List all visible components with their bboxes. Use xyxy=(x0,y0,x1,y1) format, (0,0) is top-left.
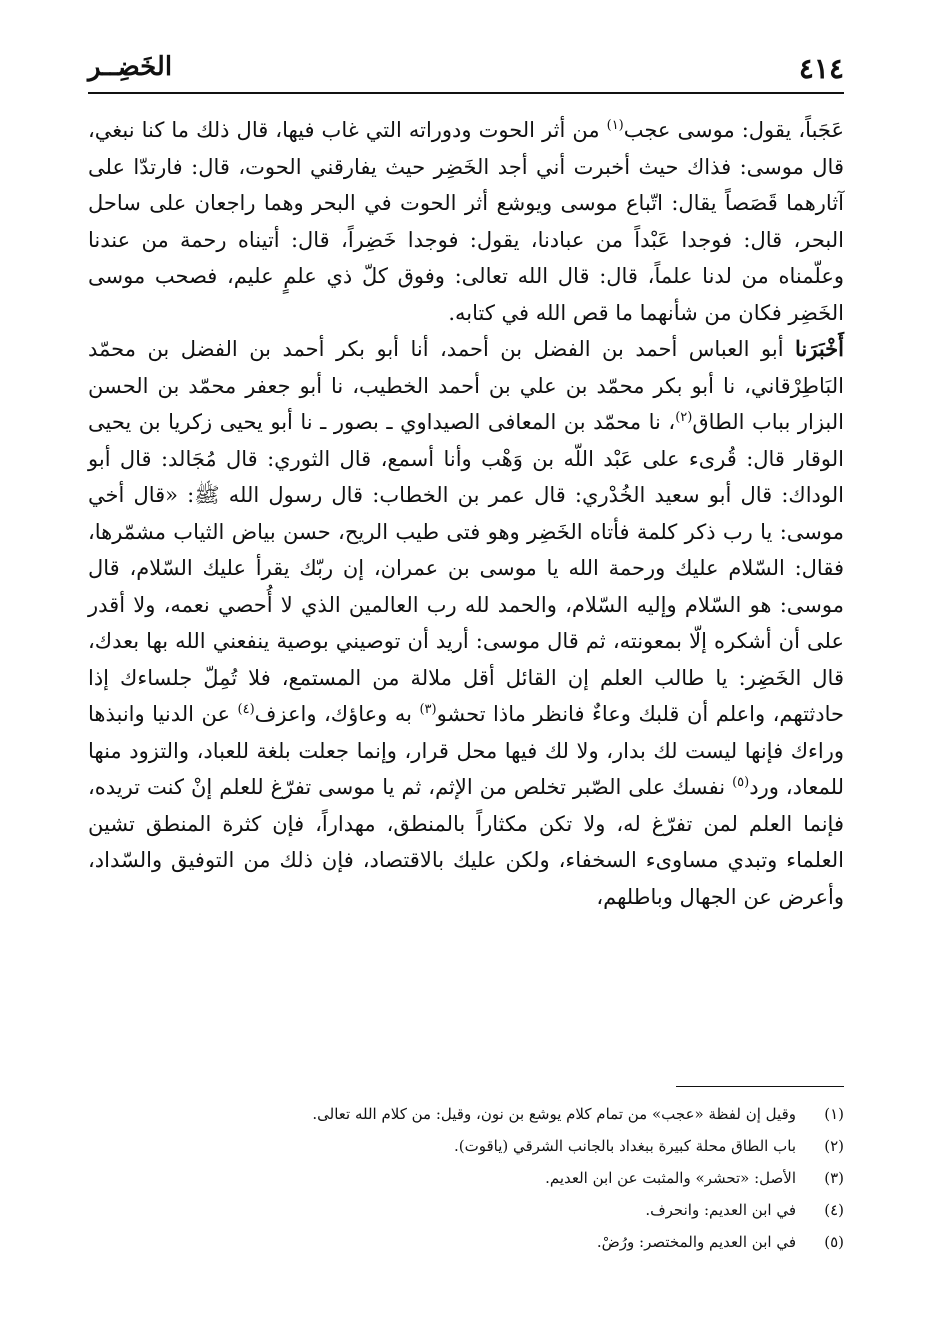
footnote-text: باب الطاق محلة كبيرة ببغداد بالجانب الشرقي (ياقوت). xyxy=(453,1137,796,1155)
footnote-number: (١) xyxy=(824,1105,844,1123)
footnote-item xyxy=(88,1194,844,1226)
footnote-item xyxy=(88,1226,844,1258)
paragraph-2-lead-word: أَخْبَرَنا xyxy=(795,336,844,361)
footnote-ref-2: (٢) xyxy=(675,410,693,425)
footnote-ref-3: (٣) xyxy=(419,702,437,717)
paragraph-1 xyxy=(88,112,844,331)
footnote-item xyxy=(88,1162,844,1194)
footnote-ref-4: (٤) xyxy=(237,702,255,717)
paragraph-2 xyxy=(88,331,844,915)
footnote-item xyxy=(88,1130,844,1162)
footnote-ref-5: (٥) xyxy=(732,775,750,790)
footnote-item xyxy=(88,1098,844,1130)
header-rule xyxy=(88,92,844,94)
footnote-text: في ابن العديم: وانحرف. xyxy=(645,1201,796,1219)
paragraph-2-text-c: به وعاؤك، واعزف xyxy=(254,702,420,726)
footnote-number: (٤) xyxy=(824,1201,844,1219)
paragraph-2-text-d: عن الدنيا وانبذها وراءك فإنها ليست لك بدار، ولا لك فيها محل قرار، وإنما جعلت بلغة للعباد، والتزود منها للمعاد، ورد xyxy=(88,702,844,799)
page-number: ٤١٤ xyxy=(798,52,844,85)
footnote-text: وقيل إن لفظة «عجب» من تمام كلام يوشع بن نون، وقيل: من كلام الله تعالى. xyxy=(312,1105,796,1123)
paragraph-2-text-b: ، نا محمّد بن المعافى الصيداوي ـ بصور ـ نا أبو يحيى زكريا بن يحيى الوقار قال: قُرىء على عَبْد اللّه بن وَهْب وأنا أسمع، قال الثوري: قال مُجَالد: قال أبو الوداك: قال أبو سعيد الخُدْري: قال عمر بن الخطاب: قال رسول الله ﷺ: «قال أخي موسى: يا رب ذكر كلمة فأتاه الخَضِر وهو فتى طيب الريح، حسن بياض الثياب مشمّرها، فقال: السّلام عليك ورحمة الله يا موسى بن عمران، إن ربّك يقرأ عليك السّلام، قال موسى: هو السّلام وإليه السّلام، والحمد لله رب العالمين الذي لا أُحصي نعمه، ولا أقدر على أن أشكره إلّا بمعونته، ثم قال موسى: أريد أن توصيني بوصية ينفعني الله بها بعدك، قال الخَضِر: يا طالب العلم إن القائل أقل ملالة من المستمع، فلا تُمِلّ جلساءك إذا حادثتهم، واعلم أن قلبك وعاءٌ فانظر ماذا تحشو xyxy=(88,410,845,726)
footnote-ref-1: (١) xyxy=(606,118,624,133)
page-header xyxy=(88,52,844,92)
paragraph-2-text-e: نفسك على الصّبر تخلص من الإثم، ثم يا موسى تفرّغ للعلم إنْ كنت تريده، فإنما العلم لمن تفرّغ له، ولا تكن مكثاراً بالمنطق، مهداراً، فإن كثرة المنطق تشين العلماء وتبدي مساوىء السخفاء، ولكن عليك بالاقتصاد، فإن ذلك من التوفيق والسّداد، وأعرض عن الجهال وباطلهم، xyxy=(88,775,844,909)
main-text xyxy=(88,112,844,915)
running-title: الخَضِــر xyxy=(88,52,173,82)
paragraph-1-text-b: من أثر الحوت ودوراته التي غاب فيها، قال ذلك ما كنا نبغي، قال موسى: فذاك حيث أخبرت أني أجد الخَضِر حيث يفارقني الحوت، قال: فارتدّا على آثارهما قَصَصاً يقال: اتّباع موسى ويوشع أثر الحوت في البحر وهما راجعان على ساحل البحر، قال: فوجدا عَبْداً من عبادنا، يقول: فوجدا خَضِراً، قال: أتيناه رحمة من عندنا وعلّمناه من لدنا علماً، قال: قال الله تعالى: وفوق كلّ ذي علمٍ عليم، فصحب موسى الخَضِر فكان من شأنهما ما قص الله في كتابه. xyxy=(88,118,844,325)
footnote-number: (٢) xyxy=(824,1137,844,1155)
footnotes xyxy=(88,1098,844,1258)
footnote-text: في ابن العديم والمختصر: ورُضْ. xyxy=(596,1233,796,1251)
footnote-number: (٥) xyxy=(824,1233,844,1251)
paragraph-1-text-a: عَجَباً، يقول: موسى عجب xyxy=(623,118,845,142)
footnote-separator xyxy=(676,1086,844,1087)
footnote-number: (٣) xyxy=(824,1169,844,1187)
footnote-text: الأصل: «تحشر» والمثبت عن ابن العديم. xyxy=(545,1169,796,1187)
paragraph-2-text-a: أبو العباس أحمد بن الفضل بن أحمد، أنا أبو بكر أحمد بن الفضل بن محمّد البَاطِرْقاني، نا أبو بكر محمّد بن علي بن أحمد الخطيب، نا أبو جعفر محمّد بن الحسن البزار بباب الطاق xyxy=(88,337,845,434)
